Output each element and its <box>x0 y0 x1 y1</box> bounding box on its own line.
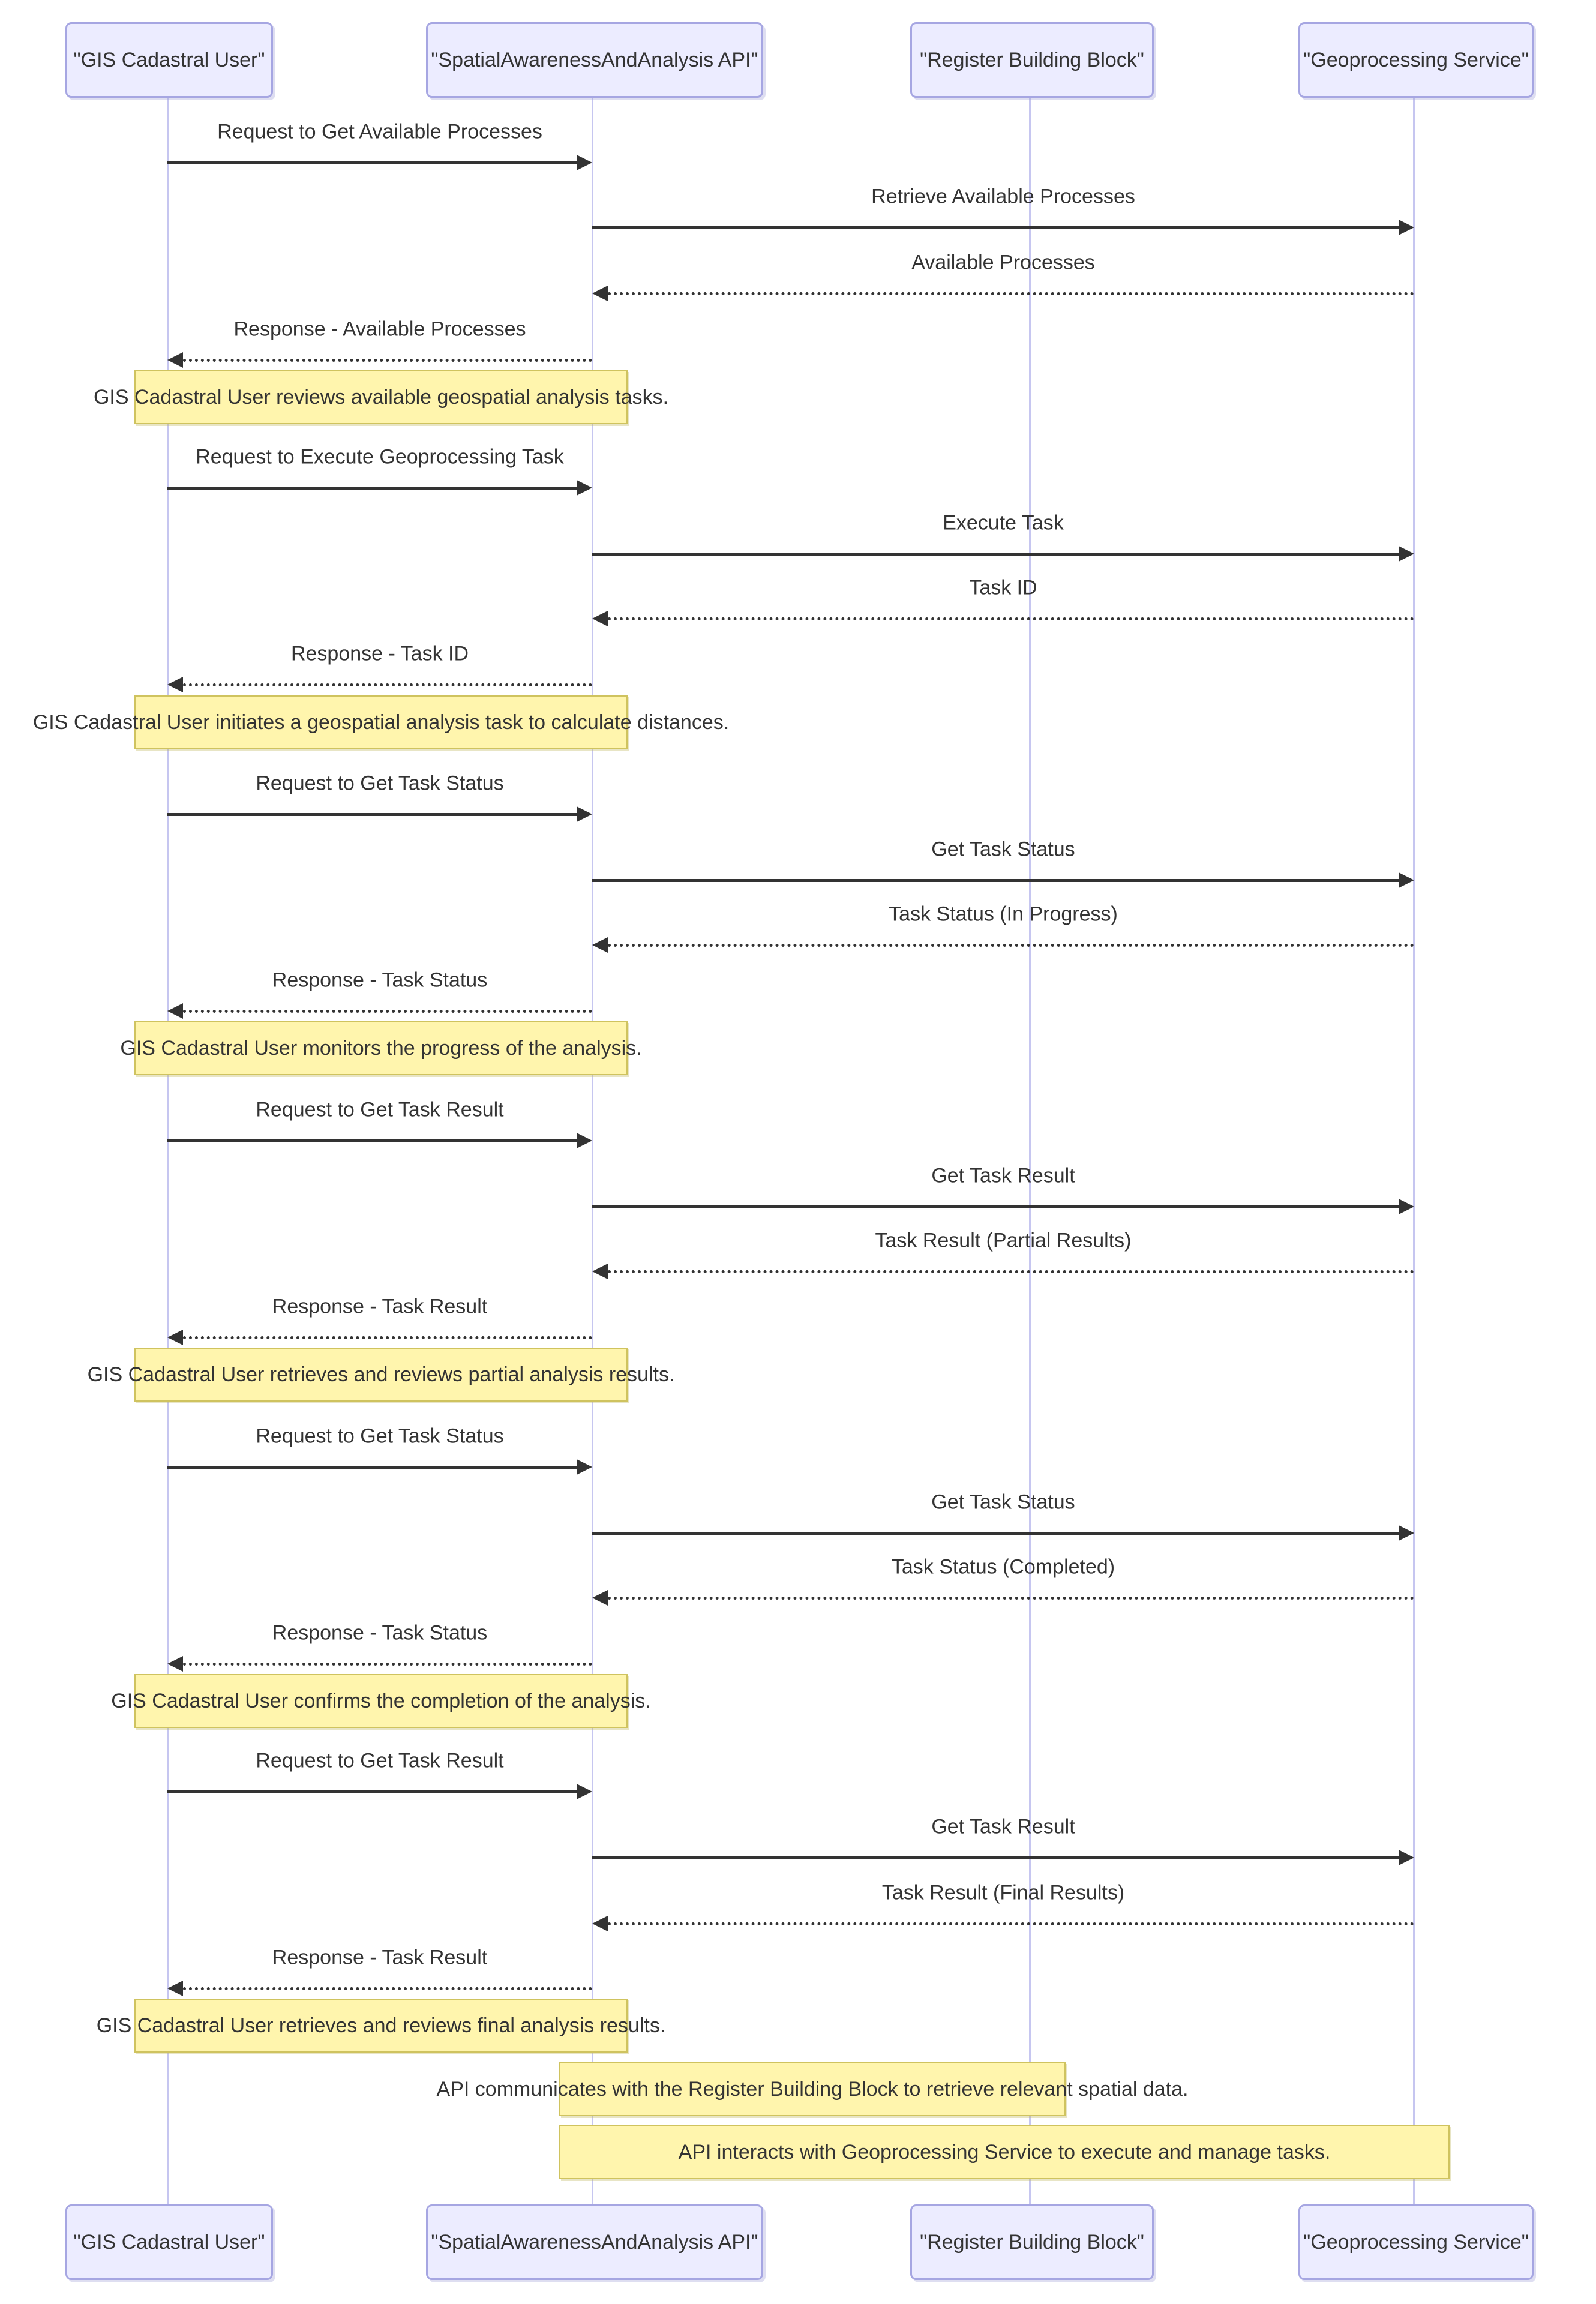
arrowhead-left-icon <box>592 1264 608 1279</box>
arrowhead-right-icon <box>1399 1525 1414 1541</box>
actor-box-register-building-block-top: "Register Building Block" <box>910 22 1154 98</box>
note: GIS Cadastral User monitors the progress of the analysis. <box>134 1021 628 1075</box>
message-line <box>183 1336 592 1339</box>
message-line <box>592 553 1399 556</box>
actor-box-spatialawareness-api-bottom: "SpatialAwarenessAndAnalysis API" <box>426 2204 763 2280</box>
arrowhead-right-icon <box>1399 1199 1414 1214</box>
arrowhead-left-icon <box>167 352 183 368</box>
arrowhead-left-icon <box>167 1981 183 1996</box>
actor-box-geoprocessing-service-top: "Geoprocessing Service" <box>1298 22 1534 98</box>
lifeline-geoprocessing-service <box>1413 94 1415 2204</box>
message-label: Request to Get Task Status <box>256 1424 504 1448</box>
message-label: Request to Get Task Status <box>256 772 504 795</box>
arrowhead-right-icon <box>577 806 592 822</box>
message-label: Request to Get Task Result <box>256 1749 504 1772</box>
message-label: Task ID <box>969 576 1037 599</box>
arrowhead-right-icon <box>1399 546 1414 562</box>
message-line <box>608 617 1414 620</box>
message-label: Request to Execute Geoprocessing Task <box>196 445 564 469</box>
note: GIS Cadastral User retrieves and reviews final analysis results. <box>134 1999 628 2053</box>
message-label: Available Processes <box>911 251 1095 274</box>
message-line <box>167 1139 577 1142</box>
message-label: Request to Get Task Result <box>256 1098 504 1121</box>
arrowhead-right-icon <box>1399 872 1414 888</box>
message-label: Get Task Status <box>931 838 1075 861</box>
arrowhead-left-icon <box>592 1916 608 1931</box>
message-line <box>183 1010 592 1013</box>
message-label: Task Result (Final Results) <box>881 1881 1125 1904</box>
message-line <box>167 1466 577 1469</box>
message-line <box>592 1856 1399 1859</box>
arrowhead-left-icon <box>167 1003 183 1019</box>
message-line <box>608 1270 1414 1273</box>
message-label: Get Task Result <box>931 1164 1075 1187</box>
message-label: Task Result (Partial Results) <box>875 1229 1132 1252</box>
message-line <box>183 1987 592 1990</box>
arrowhead-left-icon <box>167 1656 183 1672</box>
message-label: Response - Task Status <box>272 968 488 992</box>
message-label: Response - Available Processes <box>233 317 526 341</box>
message-label: Task Status (Completed) <box>891 1555 1115 1579</box>
message-line <box>592 1532 1399 1535</box>
arrowhead-left-icon <box>592 286 608 301</box>
actor-box-gis-cadastral-user-bottom: "GIS Cadastral User" <box>65 2204 273 2280</box>
arrowhead-right-icon <box>1399 1850 1414 1865</box>
note: API communicates with the Register Building Block to retrieve relevant spatial data. <box>559 2062 1066 2116</box>
message-label: Response - Task ID <box>290 642 469 665</box>
note: GIS Cadastral User confirms the completion of the analysis. <box>134 1674 628 1728</box>
note: API interacts with Geoprocessing Service to execute and manage tasks. <box>559 2125 1450 2179</box>
message-label: Execute Task <box>943 511 1064 535</box>
message-line <box>183 359 592 362</box>
message-line <box>183 1663 592 1666</box>
actor-box-spatialawareness-api-top: "SpatialAwarenessAndAnalysis API" <box>426 22 763 98</box>
message-line <box>608 292 1414 295</box>
message-line <box>167 487 577 490</box>
arrowhead-right-icon <box>577 155 592 170</box>
arrowhead-right-icon <box>577 1133 592 1148</box>
arrowhead-left-icon <box>167 677 183 692</box>
arrowhead-left-icon <box>592 611 608 626</box>
message-line <box>608 1922 1414 1925</box>
arrowhead-right-icon <box>577 480 592 496</box>
message-line <box>167 161 577 164</box>
message-line <box>592 879 1399 882</box>
actor-box-gis-cadastral-user-top: "GIS Cadastral User" <box>65 22 273 98</box>
arrowhead-right-icon <box>1399 220 1414 235</box>
message-line <box>167 813 577 816</box>
actor-box-register-building-block-bottom: "Register Building Block" <box>910 2204 1154 2280</box>
message-line <box>592 1205 1399 1208</box>
message-label: Get Task Result <box>931 1815 1075 1838</box>
message-line <box>183 683 592 686</box>
arrowhead-left-icon <box>167 1330 183 1345</box>
note: GIS Cadastral User reviews available geospatial analysis tasks. <box>134 370 628 424</box>
message-label: Task Status (In Progress) <box>889 902 1118 926</box>
arrowhead-left-icon <box>592 1590 608 1606</box>
message-label: Retrieve Available Processes <box>871 185 1135 208</box>
message-label: Response - Task Result <box>272 1295 488 1318</box>
message-label: Response - Task Result <box>272 1946 488 1969</box>
arrowhead-right-icon <box>577 1459 592 1475</box>
arrowhead-left-icon <box>592 937 608 953</box>
note: GIS Cadastral User retrieves and reviews partial analysis results. <box>134 1348 628 1402</box>
note: GIS Cadastral User initiates a geospatial analysis task to calculate distances. <box>134 695 628 749</box>
arrowhead-right-icon <box>577 1784 592 1799</box>
actor-box-geoprocessing-service-bottom: "Geoprocessing Service" <box>1298 2204 1534 2280</box>
message-label: Get Task Status <box>931 1490 1075 1514</box>
message-line <box>608 1597 1414 1600</box>
message-line <box>608 944 1414 947</box>
message-line <box>167 1790 577 1793</box>
message-label: Request to Get Available Processes <box>217 120 542 143</box>
message-line <box>592 226 1399 229</box>
message-label: Response - Task Status <box>272 1621 488 1645</box>
